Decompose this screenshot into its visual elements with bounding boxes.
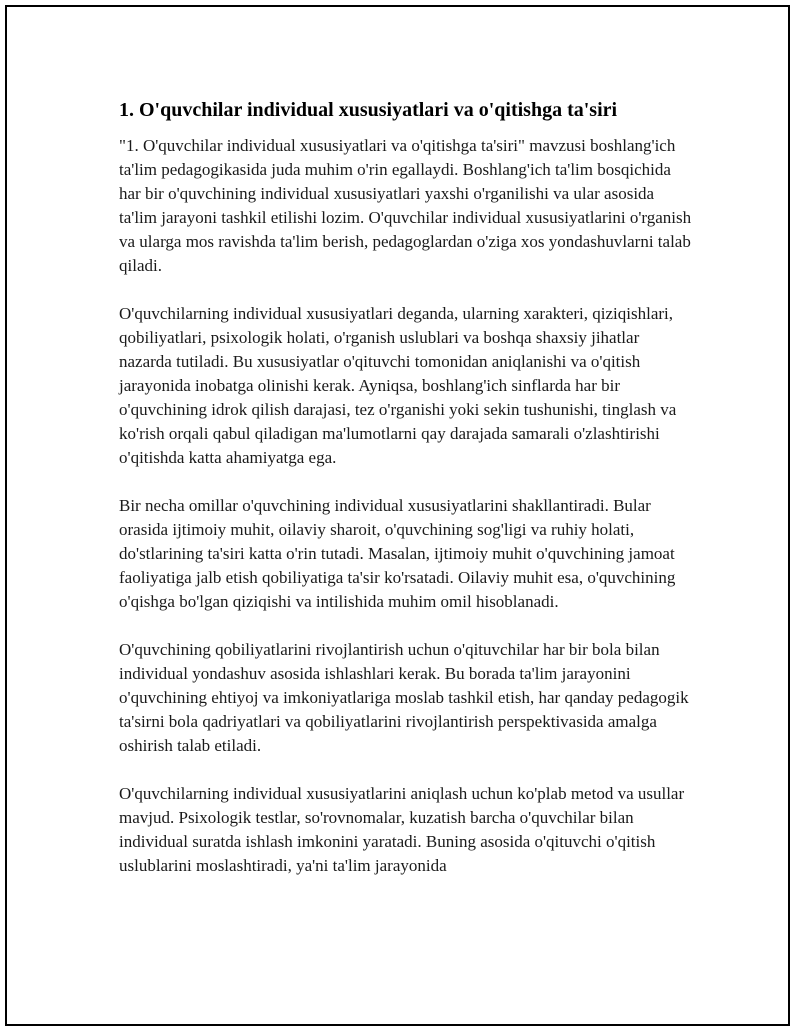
document-page	[5, 5, 790, 1026]
document-body	[119, 96, 694, 902]
paragraph-4: O'quvchining qobiliyatlarini rivojlantirish uchun o'qituvchilar har bir bola bilan individual yondashuv asosida ishlashlari kerak. Bu borada ta'lim jarayonini o'quvchining ehtiyoj va imkoniyatlariga moslab tashkil etish, har qanday pedagogik ta'sirni bola qadriyatlari va qobiliyatlarini rivojlantirish perspektivasida amalga oshirish talab etiladi.	[119, 640, 689, 755]
paragraph-1: "1. O'quvchilar individual xususiyatlari va o'qitishga ta'siri" mavzusi boshlang'ich ta'lim pedagogikasida juda muhim o'rin egallaydi. Boshlang'ich ta'lim bosqichida har bir o'quvchining individual xususiyatlari yaxshi o'rganilishi va ular asosida ta'lim jarayoni tashkil etilishi lozim. O'quvchilar individual xususiyatlarini o'rganish va ularga mos ravishda ta'lim berish, pedagoglardan o'ziga xos yondashuvlarni talab qiladi.	[119, 136, 692, 275]
paragraph-3: Bir necha omillar o'quvchining individual xususiyatlarini shakllantiradi. Bular orasida ijtimoiy muhit, oilaviy sharoit, o'quvchining sog'ligi va ruhiy holati, do'stlarining ta'siri katta o'rin tutadi. Masalan, ijtimoiy muhit o'quvchining jamoat faoliyatiga jalb etish qobiliyatiga ta'sir ko'rsatadi. Oilaviy muhit esa, o'quvchining o'qishga bo'lgan qiziqishi va intilishida muhim omil hisoblanadi.	[119, 496, 676, 611]
paragraph-2: O'quvchilarning individual xususiyatlari deganda, ularning xarakteri, qiziqishlari, qobiliyatlari, psixologik holati, o'rganish uslublari va boshqa shaxsiy jihatlar nazarda tutiladi. Bu xususiyatlar o'qituvchi tomonidan aniqlanishi va o'qitish jarayonida inobatga olinishi kerak. Ayniqsa, boshlang'ich sinflarda har bir o'quvchining idrok qilish darajasi, tez o'rganishi yoki sekin tushunishi, tinglash va ko'rish orqali qabul qiladigan ma'lumotlarni qay darajada samarali o'zlashtirishi o'qitishda katta ahamiyatga ega.	[119, 304, 677, 467]
section-heading: 1. O'quvchilar individual xususiyatlari va o'qitishga ta'siri	[119, 99, 618, 121]
paragraph-5: O'quvchilarning individual xususiyatlarini aniqlash uchun ko'plab metod va usullar mavjud. Psixologik testlar, so'rovnomalar, kuzatish barcha o'quvchilar bilan individual suratda ishlash imkonini yaratadi. Buning asosida o'qituvchi o'qitish uslublarini moslashtiradi, ya'ni ta'lim jarayonida	[119, 784, 685, 875]
